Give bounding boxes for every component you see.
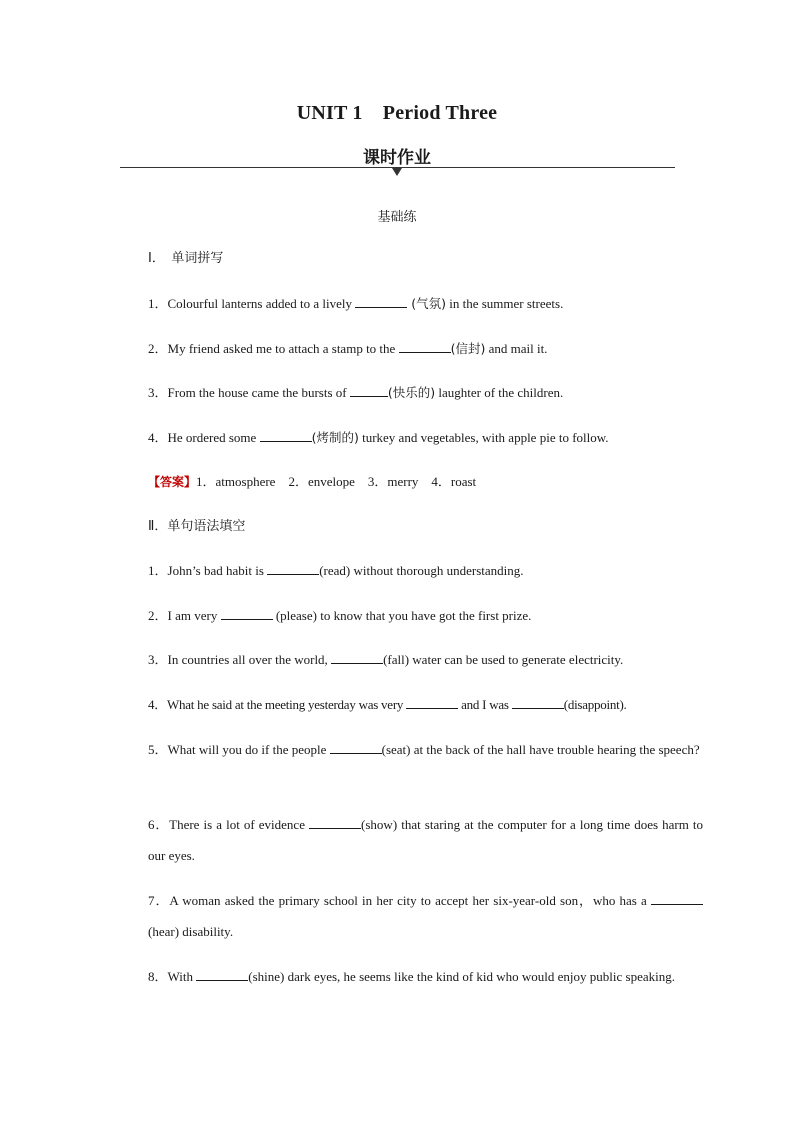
answer-blank[interactable] [399, 340, 451, 353]
part1-answer [120, 466, 703, 498]
item-number: 1． [148, 296, 168, 311]
part2-item-6 [120, 809, 703, 871]
part1-item-3 [120, 377, 703, 408]
answer-blank[interactable] [309, 816, 361, 829]
item-text: (show) that staring at the computer for a long time does harm to our eyes. [148, 817, 703, 863]
answer-text: 1．atmosphere 2．envelope 3．merry 4．roast [196, 474, 477, 489]
answer-blank[interactable] [260, 429, 312, 442]
answer-blank[interactable] [221, 607, 273, 620]
item-text: He ordered some [167, 430, 260, 445]
item-text: A woman asked the primary school in her city to accept her six-year-old son，who has a [169, 893, 651, 908]
section-heading: 基础练 [377, 210, 417, 225]
part2-item-8 [120, 961, 703, 992]
item-text: in the summer streets. [445, 296, 564, 311]
part1-item-2 [120, 333, 703, 364]
part2-item-4 [120, 689, 703, 720]
answer-blank[interactable] [330, 741, 382, 754]
item-number: 2． [148, 608, 168, 623]
item-number: 4． [148, 697, 168, 712]
part1-heading: Ⅰ． 单词拼写 [148, 251, 224, 266]
item-text: (please) to know that you have got the first prize. [272, 608, 532, 623]
item-hint: (信封) [450, 341, 486, 356]
part2-item-3 [120, 644, 703, 675]
item-text: What he said at the meeting yesterday was very [167, 697, 407, 712]
item-text: (read) without thorough understanding. [319, 563, 524, 578]
item-text: I am very [167, 608, 221, 623]
item-text: (hear) disability. [148, 924, 234, 939]
part2-item-1 [120, 555, 703, 586]
item-number: 8． [148, 969, 168, 984]
answer-blank[interactable] [267, 562, 319, 575]
item-text: laughter of the children. [435, 385, 564, 400]
item-text: (shine) dark eyes, he seems like the kind of kid who would enjoy public speaking. [248, 969, 675, 984]
item-text: From the house came the bursts of [167, 385, 350, 400]
item-text: John’s bad habit is [167, 563, 268, 578]
item-number: 3． [148, 385, 168, 400]
answer-blank[interactable] [196, 968, 248, 981]
answer-blank[interactable] [406, 696, 458, 709]
item-number: 2． [148, 341, 168, 356]
part1-item-4 [120, 422, 703, 453]
part2-item-2 [120, 600, 703, 631]
item-text: My friend asked me to attach a stamp to the [167, 341, 399, 356]
item-text: What will you do if the people [167, 742, 330, 757]
page-subtitle: 课时作业 [363, 148, 431, 168]
item-number: 3． [148, 652, 168, 667]
item-text: There is a lot of evidence [169, 817, 310, 832]
item-number: 1． [148, 563, 168, 578]
answer-label: 【答案】 [148, 475, 197, 489]
item-number: 4． [148, 430, 168, 445]
answer-blank[interactable] [350, 384, 388, 397]
item-text: and mail it. [485, 341, 548, 356]
page-title: UNIT 1 Period Three [296, 102, 498, 124]
item-text: (fall) water can be used to generate electricity. [383, 652, 624, 667]
part1-item-1 [120, 288, 703, 319]
item-text: (disappoint). [563, 697, 627, 712]
item-number: 7． [148, 893, 170, 908]
answer-blank[interactable] [512, 696, 564, 709]
part2-item-5 [120, 734, 703, 765]
item-hint: (烤制的) [311, 430, 359, 445]
item-hint: (气氛) [407, 296, 446, 311]
answer-blank[interactable] [355, 295, 407, 308]
item-text: (seat) at the back of the hall have trouble hearing the speech? [381, 742, 700, 757]
part2-item-7 [120, 885, 703, 947]
item-number: 5． [148, 742, 168, 757]
answer-blank[interactable] [331, 651, 383, 664]
answer-blank[interactable] [651, 892, 703, 905]
item-text: In countries all over the world, [167, 652, 332, 667]
item-text: With [167, 969, 197, 984]
part2-heading: Ⅱ．单句语法填空 [148, 519, 246, 534]
down-triangle-icon [392, 168, 402, 176]
item-number: 6． [148, 817, 170, 832]
item-text: turkey and vegetables, with apple pie to follow. [358, 430, 609, 445]
item-text: and I was [458, 697, 512, 712]
item-hint: (快乐的) [387, 385, 436, 400]
item-text: Colourful lanterns added to a lively [167, 296, 356, 311]
